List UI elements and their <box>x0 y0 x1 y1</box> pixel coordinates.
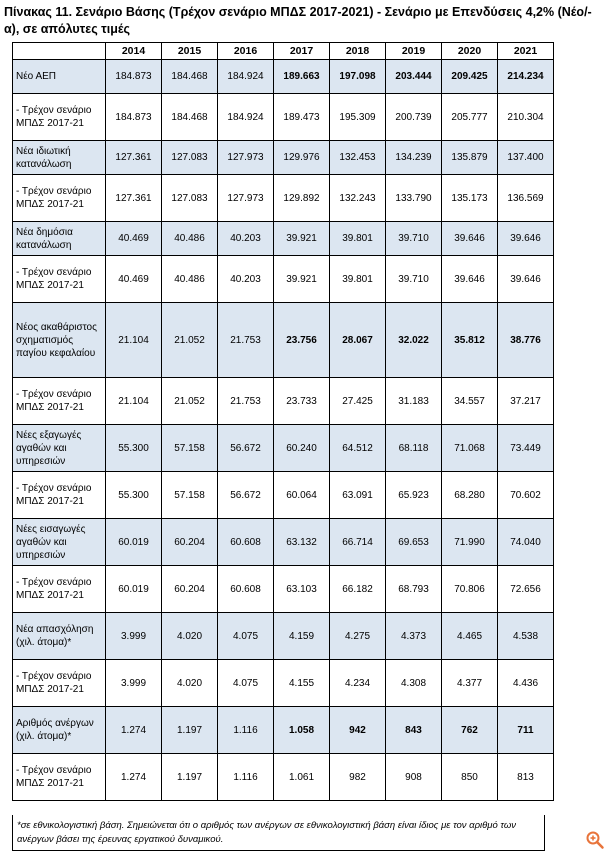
value-cell: 39.710 <box>386 222 442 256</box>
year-header: 2014 <box>106 43 162 60</box>
value-cell: 32.022 <box>386 303 442 378</box>
row-label: - Τρέχον σενάριο ΜΠΔΣ 2017-21 <box>13 754 106 801</box>
value-cell: 762 <box>442 707 498 754</box>
header-row <box>13 43 554 60</box>
value-cell: 56.672 <box>218 472 274 519</box>
value-cell: 4.377 <box>442 660 498 707</box>
value-cell: 127.361 <box>106 175 162 222</box>
value-cell: 127.973 <box>218 141 274 175</box>
value-cell: 843 <box>386 707 442 754</box>
table-row <box>13 519 554 566</box>
row-label: - Τρέχον σενάριο ΜΠΔΣ 2017-21 <box>13 94 106 141</box>
value-cell: 60.608 <box>218 566 274 613</box>
table-row <box>13 754 554 801</box>
table-row <box>13 613 554 660</box>
value-cell: 31.183 <box>386 378 442 425</box>
value-cell: 72.656 <box>498 566 554 613</box>
value-cell: 21.052 <box>162 378 218 425</box>
row-label: - Τρέχον σενάριο ΜΠΔΣ 2017-21 <box>13 472 106 519</box>
value-cell: 65.923 <box>386 472 442 519</box>
value-cell: 74.040 <box>498 519 554 566</box>
value-cell: 1.197 <box>162 754 218 801</box>
value-cell: 40.203 <box>218 256 274 303</box>
value-cell: 1.116 <box>218 754 274 801</box>
value-cell: 60.019 <box>106 566 162 613</box>
value-cell: 40.486 <box>162 256 218 303</box>
value-cell: 35.812 <box>442 303 498 378</box>
value-cell: 127.973 <box>218 175 274 222</box>
value-cell: 55.300 <box>106 472 162 519</box>
value-cell: 40.486 <box>162 222 218 256</box>
value-cell: 214.234 <box>498 60 554 94</box>
value-cell: 68.118 <box>386 425 442 472</box>
data-table <box>12 42 554 801</box>
table-row <box>13 707 554 754</box>
table-title: Πίνακας 11. Σενάριο Βάσης (Τρέχον σενάριο ΜΠΔΣ 2017-2021) - Σενάριο με Επενδύσεις 4,2% (Νέο/-α), σε απόλυτες τιμές <box>4 5 592 36</box>
value-cell: 200.739 <box>386 94 442 141</box>
row-label: - Τρέχον σενάριο ΜΠΔΣ 2017-21 <box>13 256 106 303</box>
value-cell: 129.976 <box>274 141 330 175</box>
value-cell: 40.469 <box>106 222 162 256</box>
value-cell: 73.449 <box>498 425 554 472</box>
year-header: 2018 <box>330 43 386 60</box>
value-cell: 21.104 <box>106 378 162 425</box>
table-row <box>13 141 554 175</box>
table-row <box>13 378 554 425</box>
value-cell: 3.999 <box>106 660 162 707</box>
value-cell: 39.801 <box>330 222 386 256</box>
value-cell: 63.132 <box>274 519 330 566</box>
value-cell: 1.061 <box>274 754 330 801</box>
value-cell: 127.361 <box>106 141 162 175</box>
row-label: Νέο ΑΕΠ <box>13 60 106 94</box>
value-cell: 40.203 <box>218 222 274 256</box>
row-label: - Τρέχον σενάριο ΜΠΔΣ 2017-21 <box>13 378 106 425</box>
row-label: Αριθμός ανέργων (χιλ. άτομα)* <box>13 707 106 754</box>
zoom-in-icon[interactable] <box>585 830 605 850</box>
table-row <box>13 60 554 94</box>
value-cell: 850 <box>442 754 498 801</box>
value-cell: 39.646 <box>498 222 554 256</box>
table-row <box>13 222 554 256</box>
value-cell: 37.217 <box>498 378 554 425</box>
value-cell: 55.300 <box>106 425 162 472</box>
value-cell: 39.646 <box>442 222 498 256</box>
value-cell: 942 <box>330 707 386 754</box>
value-cell: 60.019 <box>106 519 162 566</box>
value-cell: 711 <box>498 707 554 754</box>
value-cell: 69.653 <box>386 519 442 566</box>
value-cell: 134.239 <box>386 141 442 175</box>
value-cell: 135.173 <box>442 175 498 222</box>
value-cell: 136.569 <box>498 175 554 222</box>
value-cell: 23.733 <box>274 378 330 425</box>
value-cell: 71.068 <box>442 425 498 472</box>
value-cell: 4.538 <box>498 613 554 660</box>
value-cell: 70.806 <box>442 566 498 613</box>
value-cell: 184.924 <box>218 60 274 94</box>
table-row <box>13 303 554 378</box>
row-label: Νέα απασχόληση (χιλ. άτομα)* <box>13 613 106 660</box>
value-cell: 38.776 <box>498 303 554 378</box>
value-cell: 4.234 <box>330 660 386 707</box>
value-cell: 1.058 <box>274 707 330 754</box>
value-cell: 3.999 <box>106 613 162 660</box>
corner-cell <box>13 43 106 60</box>
year-header: 2019 <box>386 43 442 60</box>
value-cell: 1.274 <box>106 707 162 754</box>
value-cell: 71.990 <box>442 519 498 566</box>
value-cell: 189.473 <box>274 94 330 141</box>
value-cell: 68.793 <box>386 566 442 613</box>
value-cell: 39.921 <box>274 222 330 256</box>
value-cell: 23.756 <box>274 303 330 378</box>
value-cell: 132.243 <box>330 175 386 222</box>
value-cell: 1.274 <box>106 754 162 801</box>
value-cell: 4.020 <box>162 660 218 707</box>
value-cell: 39.646 <box>498 256 554 303</box>
row-label: Νέος ακαθάριστος σχηματισμός παγίου κεφαλαίου <box>13 303 106 378</box>
row-label: - Τρέχον σενάριο ΜΠΔΣ 2017-21 <box>13 175 106 222</box>
table-row <box>13 256 554 303</box>
value-cell: 982 <box>330 754 386 801</box>
value-cell: 60.240 <box>274 425 330 472</box>
value-cell: 28.067 <box>330 303 386 378</box>
value-cell: 27.425 <box>330 378 386 425</box>
value-cell: 132.453 <box>330 141 386 175</box>
value-cell: 66.182 <box>330 566 386 613</box>
value-cell: 210.304 <box>498 94 554 141</box>
value-cell: 4.159 <box>274 613 330 660</box>
table-row <box>13 94 554 141</box>
value-cell: 60.204 <box>162 566 218 613</box>
year-header: 2020 <box>442 43 498 60</box>
value-cell: 68.280 <box>442 472 498 519</box>
value-cell: 184.873 <box>106 60 162 94</box>
row-label: - Τρέχον σενάριο ΜΠΔΣ 2017-21 <box>13 566 106 613</box>
value-cell: 189.663 <box>274 60 330 94</box>
value-cell: 63.103 <box>274 566 330 613</box>
value-cell: 39.921 <box>274 256 330 303</box>
table-row <box>13 425 554 472</box>
value-cell: 34.557 <box>442 378 498 425</box>
value-cell: 184.924 <box>218 94 274 141</box>
value-cell: 1.116 <box>218 707 274 754</box>
row-label: Νέες εισαγωγές αγαθών και υπηρεσιών <box>13 519 106 566</box>
value-cell: 4.155 <box>274 660 330 707</box>
value-cell: 21.753 <box>218 378 274 425</box>
value-cell: 21.052 <box>162 303 218 378</box>
table-row <box>13 660 554 707</box>
value-cell: 57.158 <box>162 472 218 519</box>
value-cell: 184.468 <box>162 60 218 94</box>
value-cell: 60.204 <box>162 519 218 566</box>
value-cell: 39.710 <box>386 256 442 303</box>
value-cell: 4.308 <box>386 660 442 707</box>
value-cell: 56.672 <box>218 425 274 472</box>
value-cell: 39.801 <box>330 256 386 303</box>
table-row <box>13 566 554 613</box>
year-header: 2017 <box>274 43 330 60</box>
value-cell: 4.075 <box>218 660 274 707</box>
value-cell: 64.512 <box>330 425 386 472</box>
value-cell: 39.646 <box>442 256 498 303</box>
value-cell: 1.197 <box>162 707 218 754</box>
value-cell: 60.608 <box>218 519 274 566</box>
value-cell: 4.465 <box>442 613 498 660</box>
value-cell: 129.892 <box>274 175 330 222</box>
value-cell: 184.468 <box>162 94 218 141</box>
value-cell: 137.400 <box>498 141 554 175</box>
value-cell: 66.714 <box>330 519 386 566</box>
value-cell: 4.436 <box>498 660 554 707</box>
value-cell: 57.158 <box>162 425 218 472</box>
value-cell: 4.275 <box>330 613 386 660</box>
value-cell: 21.753 <box>218 303 274 378</box>
value-cell: 4.020 <box>162 613 218 660</box>
value-cell: 908 <box>386 754 442 801</box>
value-cell: 21.104 <box>106 303 162 378</box>
value-cell: 197.098 <box>330 60 386 94</box>
value-cell: 60.064 <box>274 472 330 519</box>
table-row <box>13 175 554 222</box>
value-cell: 133.790 <box>386 175 442 222</box>
value-cell: 40.469 <box>106 256 162 303</box>
value-cell: 127.083 <box>162 141 218 175</box>
value-cell: 203.444 <box>386 60 442 94</box>
table-row <box>13 472 554 519</box>
row-label: Νέες εξαγωγές αγαθών και υπηρεσιών <box>13 425 106 472</box>
value-cell: 127.083 <box>162 175 218 222</box>
row-label: Νέα ιδιωτική κατανάλωση <box>13 141 106 175</box>
year-header: 2021 <box>498 43 554 60</box>
value-cell: 205.777 <box>442 94 498 141</box>
value-cell: 135.879 <box>442 141 498 175</box>
row-label: - Τρέχον σενάριο ΜΠΔΣ 2017-21 <box>13 660 106 707</box>
value-cell: 195.309 <box>330 94 386 141</box>
row-label: Νέα δημόσια κατανάλωση <box>13 222 106 256</box>
value-cell: 209.425 <box>442 60 498 94</box>
value-cell: 63.091 <box>330 472 386 519</box>
footnote: *σε εθνικολογιστική βάση. Σημειώνεται ότι ο αριθμός των ανέργων σε εθνικολογιστική βάση είναι ίδιος με τον αριθμό των ανέργων βάσει της έρευνας εργατικού δυναμικού. <box>12 815 545 851</box>
value-cell: 4.373 <box>386 613 442 660</box>
value-cell: 70.602 <box>498 472 554 519</box>
year-header: 2015 <box>162 43 218 60</box>
year-header: 2016 <box>218 43 274 60</box>
value-cell: 4.075 <box>218 613 274 660</box>
value-cell: 184.873 <box>106 94 162 141</box>
value-cell: 813 <box>498 754 554 801</box>
